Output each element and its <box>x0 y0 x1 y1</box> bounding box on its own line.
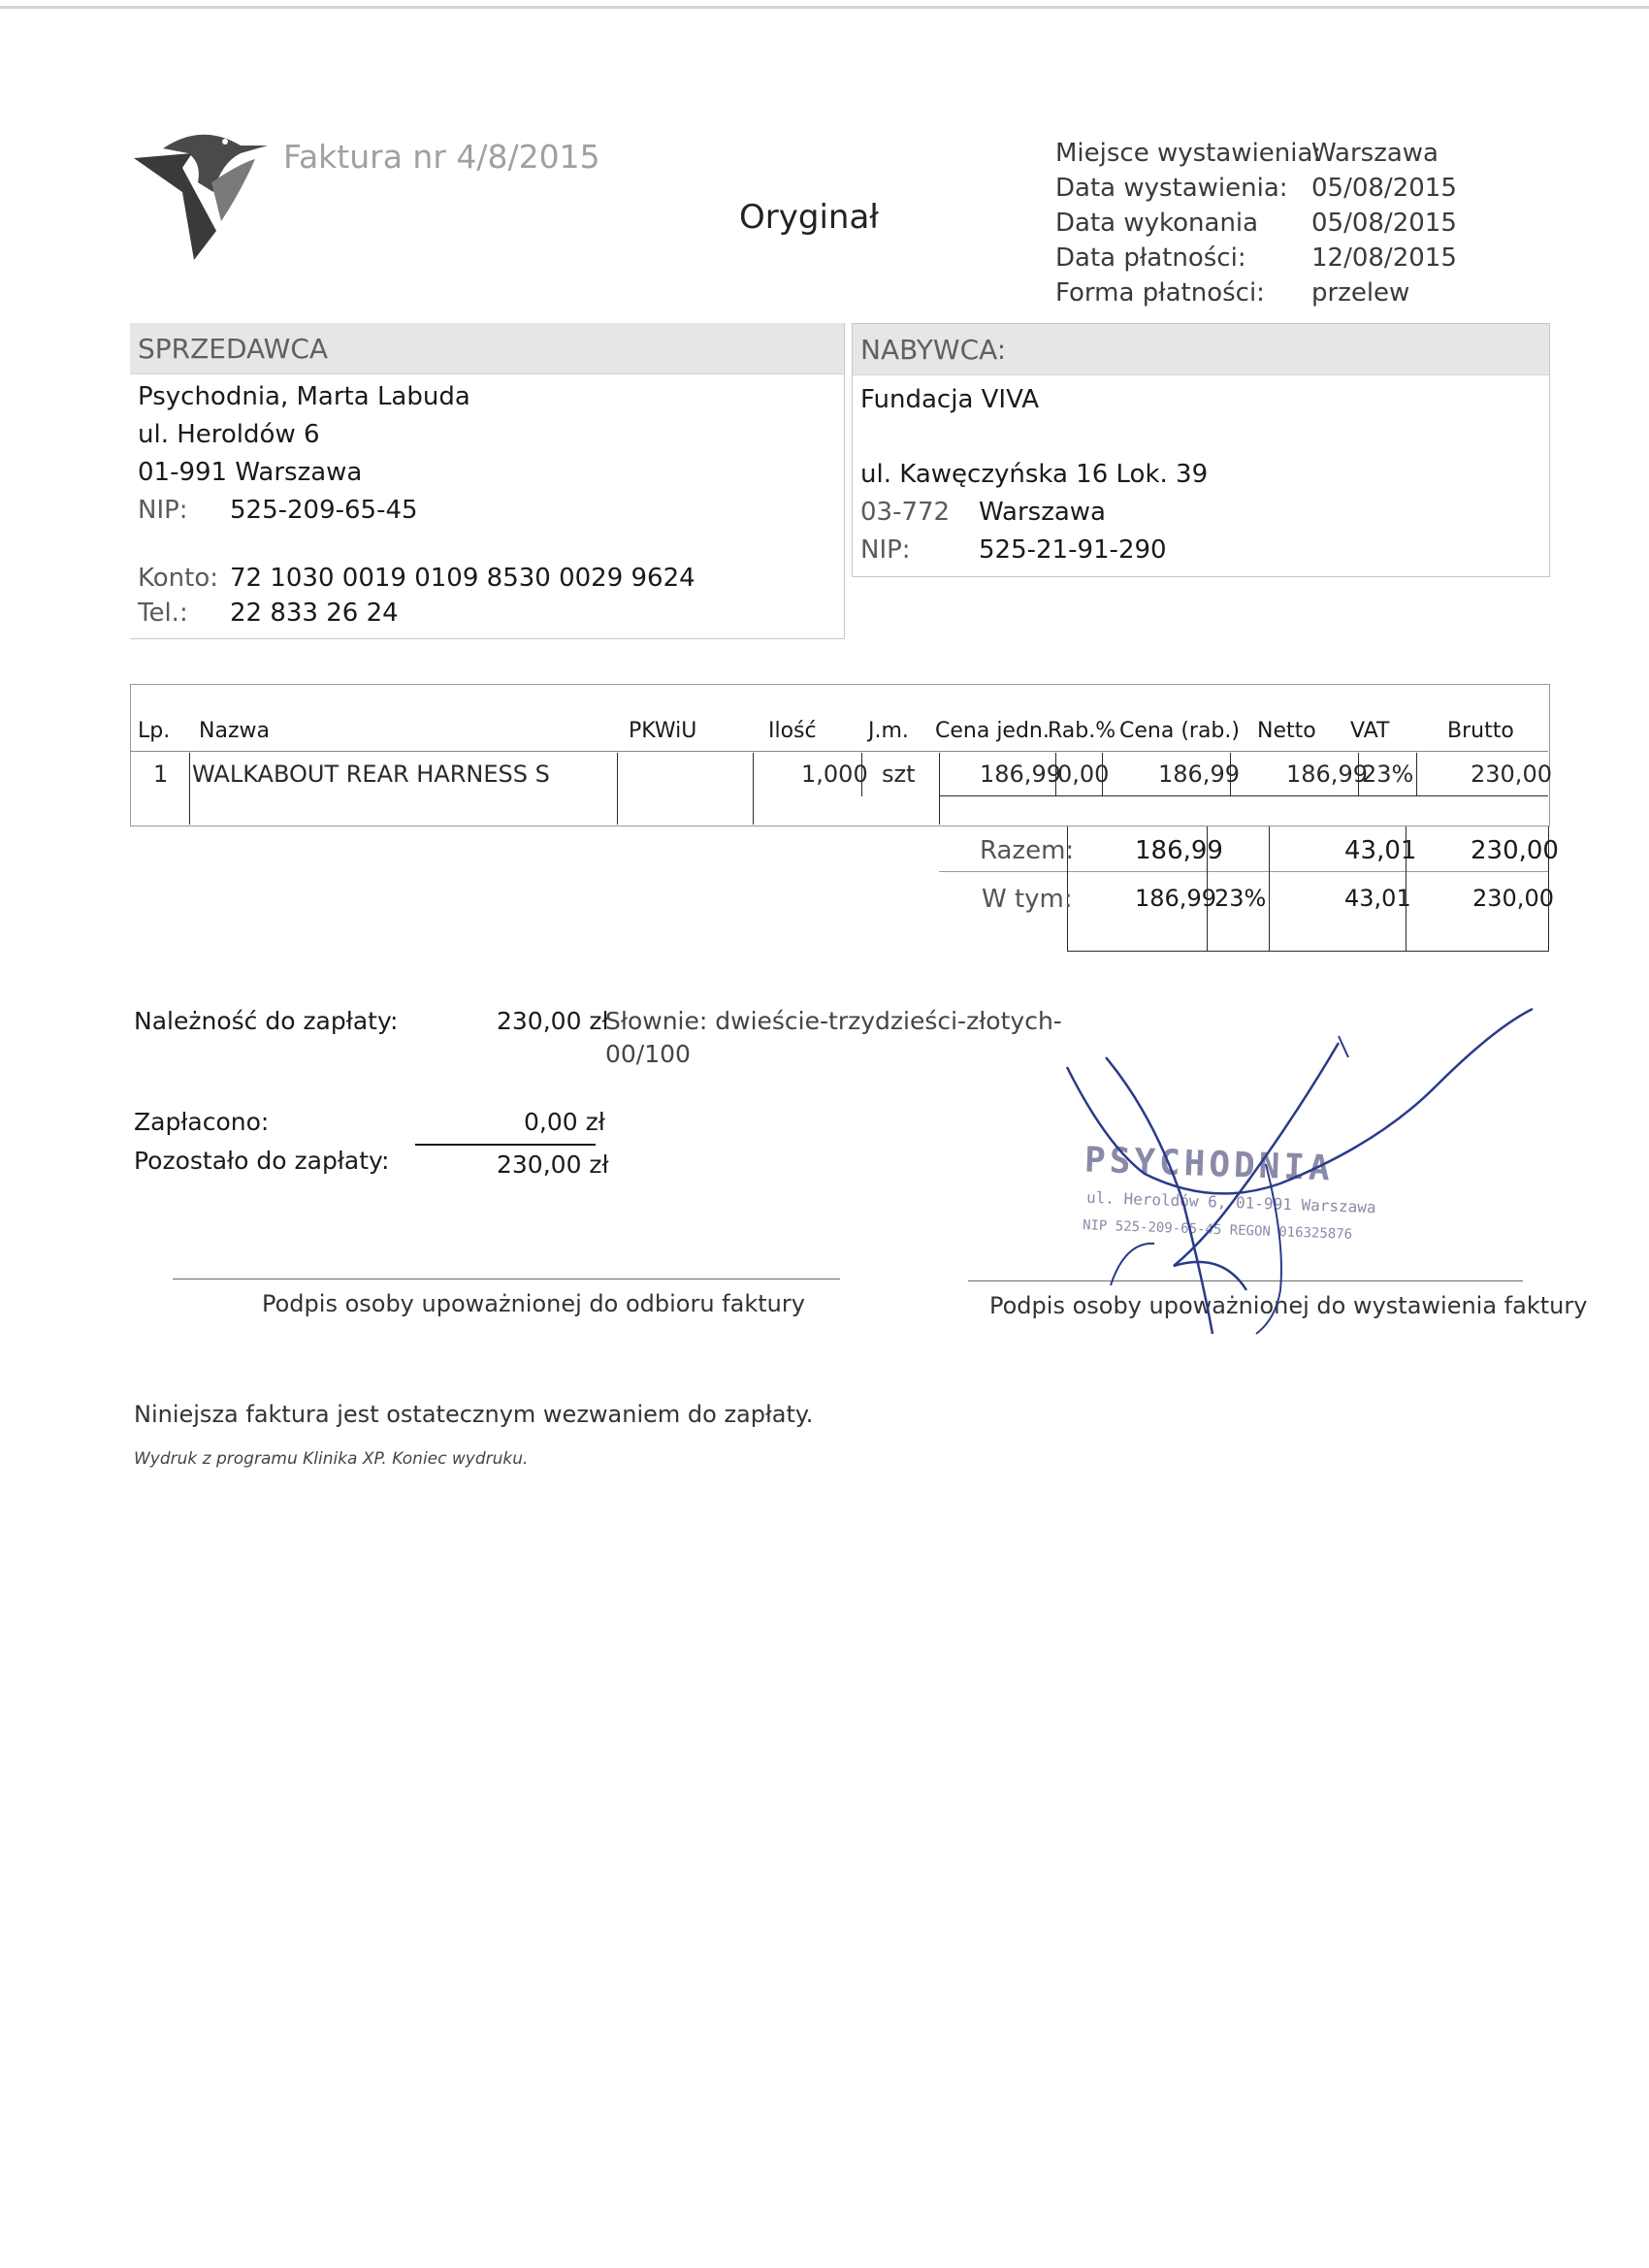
seller-street: ul. Heroldów 6 <box>138 420 320 449</box>
col-header-qty: Ilość <box>768 719 817 743</box>
totals-incl-label: W tym: <box>982 885 1073 914</box>
print-footer: Wydruk z programu Klinika XP. Koniec wydruku. <box>134 1449 529 1469</box>
buyer-heading: NABYWCA: <box>860 334 1007 366</box>
col-header-unit-price: Cena jedn. <box>935 719 1050 743</box>
seller-heading: SPRZEDAWCA <box>138 333 329 365</box>
buyer-box <box>852 323 1550 577</box>
meta-row <box>1055 209 1463 243</box>
stamp-address: ul. Heroldów 6, 01-991 Warszawa <box>1085 1187 1376 1217</box>
meta-value: 05/08/2015 <box>1311 209 1457 238</box>
table-divider <box>1416 753 1417 796</box>
paid-label: Zapłacono: <box>134 1108 270 1136</box>
amount-due-value: 230,00 zł <box>497 1007 609 1035</box>
stamp-nip-regon: NIP 525-209-65-45 REGON 016325876 <box>1082 1217 1353 1243</box>
meta-label: Miejsce wystawienia: <box>1055 139 1322 168</box>
cell-qty: 1,000 <box>801 761 868 788</box>
table-divider <box>753 753 754 825</box>
meta-value: 12/08/2015 <box>1311 243 1457 273</box>
meta-label: Data wykonania <box>1055 209 1259 238</box>
seller-phone-value: 22 833 26 24 <box>230 599 399 628</box>
totals-sum-gross: 230,00 <box>1471 836 1559 865</box>
buyer-street: ul. Kawęczyńska 16 Lok. 39 <box>860 460 1209 489</box>
copy-label: Oryginał <box>739 198 879 237</box>
cell-gross: 230,00 <box>1471 761 1552 788</box>
scan-edge-line <box>0 6 1649 9</box>
col-header-net: Netto <box>1257 719 1316 743</box>
buyer-city-line <box>860 498 1106 527</box>
cell-net: 186,99 <box>1286 761 1368 788</box>
paid-value: 0,00 zł <box>524 1108 605 1136</box>
meta-label: Data wystawienia: <box>1055 174 1288 203</box>
buyer-nip <box>860 535 1167 565</box>
meta-value: Warszawa <box>1311 139 1439 168</box>
final-notice: Niniejsza faktura jest ostatecznym wezwaniem do zapłaty. <box>134 1401 814 1428</box>
meta-row <box>1055 139 1463 174</box>
meta-row <box>1055 174 1463 209</box>
col-header-lp: Lp. <box>138 719 171 743</box>
totals-incl-rate: 23% <box>1214 885 1267 912</box>
totals-sum-label: Razem: <box>980 836 1075 865</box>
words-label: Słownie: <box>605 1007 708 1035</box>
items-table <box>130 684 1550 826</box>
col-header-price-after: Cena (rab.) <box>1119 719 1240 743</box>
seller-account <box>138 564 695 593</box>
seller-box <box>130 323 845 639</box>
table-header-divider <box>130 751 1548 752</box>
seller-account-value: 72 1030 0019 0109 8530 0029 9624 <box>230 564 695 593</box>
words-line-1: dwieście-trzydzieści-złotych- <box>715 1007 1062 1035</box>
words-line-2: 00/100 <box>605 1040 691 1068</box>
seller-nip-value: 525-209-65-45 <box>230 496 418 525</box>
meta-row <box>1055 278 1463 313</box>
receiver-signature-caption: Podpis osoby upoważnionej do odbioru faktury <box>262 1290 805 1317</box>
seller-nip-label: NIP: <box>138 496 188 525</box>
meta-value: 05/08/2015 <box>1311 174 1457 203</box>
remaining-label: Pozostało do zapłaty: <box>134 1147 390 1175</box>
buyer-nip-value: 525-21-91-290 <box>979 535 1167 565</box>
cell-vat: 23% <box>1362 761 1414 788</box>
col-header-pkwiu: PKWiU <box>629 719 697 743</box>
amount-due-label: Należność do zapłaty: <box>134 1007 399 1035</box>
handwritten-signature <box>1048 999 1552 1368</box>
stamp-name: PSYCHODNIA <box>1083 1140 1335 1189</box>
buyer-city: Warszawa <box>979 498 1106 527</box>
meta-label: Data płatności: <box>1055 243 1246 273</box>
company-logo <box>124 124 270 260</box>
table-divider <box>939 753 940 825</box>
buyer-name: Fundacja VIVA <box>860 385 1040 414</box>
totals-divider <box>1269 826 1270 952</box>
meta-row <box>1055 243 1463 278</box>
col-header-vat: VAT <box>1350 719 1390 743</box>
totals-incl-vat: 43,01 <box>1344 885 1411 912</box>
totals-sum-vat: 43,01 <box>1344 836 1417 865</box>
invoice-title: Faktura nr 4/8/2015 <box>283 138 600 176</box>
seller-account-label: Konto: <box>138 564 219 593</box>
buyer-heading-bar <box>853 324 1549 375</box>
cell-unit: szt <box>882 761 916 788</box>
seller-city: 01-991 Warszawa <box>138 458 363 487</box>
table-divider <box>189 753 190 825</box>
amount-in-words <box>605 1007 1062 1035</box>
totals-incl-net: 186,99 <box>1135 885 1216 912</box>
seller-phone <box>138 599 399 628</box>
table-divider <box>617 753 618 825</box>
paid-underline <box>415 1144 596 1146</box>
meta-value: przelew <box>1311 278 1410 308</box>
seller-phone-label: Tel.: <box>138 599 188 628</box>
row-divider <box>939 795 1548 796</box>
meta-label: Forma płatności: <box>1055 278 1265 308</box>
receiver-signature-line <box>173 1279 840 1280</box>
seller-heading-bar <box>130 323 844 374</box>
cell-discount: 0,00 <box>1057 761 1110 788</box>
buyer-nip-label: NIP: <box>860 535 911 565</box>
totals-divider <box>939 871 1548 872</box>
cell-price-after: 186,99 <box>1158 761 1240 788</box>
totals-incl-gross: 230,00 <box>1472 885 1554 912</box>
totals-sum-net: 186,99 <box>1135 836 1223 865</box>
issuer-signature-caption: Podpis osoby upoważnionej do wystawienia faktury <box>989 1292 1588 1319</box>
seller-nip <box>138 496 418 525</box>
col-header-discount: Rab.% <box>1048 719 1116 743</box>
cell-lp: 1 <box>153 761 169 788</box>
col-header-unit: J.m. <box>868 719 909 743</box>
totals-bottom-line <box>1067 951 1548 952</box>
col-header-gross: Brutto <box>1447 719 1514 743</box>
col-header-name: Nazwa <box>199 719 270 743</box>
cell-name: WALKABOUT REAR HARNESS S <box>192 761 550 788</box>
cell-unit-price: 186,99 <box>980 761 1061 788</box>
seller-name: Psychodnia, Marta Labuda <box>138 382 470 411</box>
buyer-postal-code: 03-772 <box>860 498 951 527</box>
remaining-value: 230,00 zł <box>497 1150 609 1179</box>
